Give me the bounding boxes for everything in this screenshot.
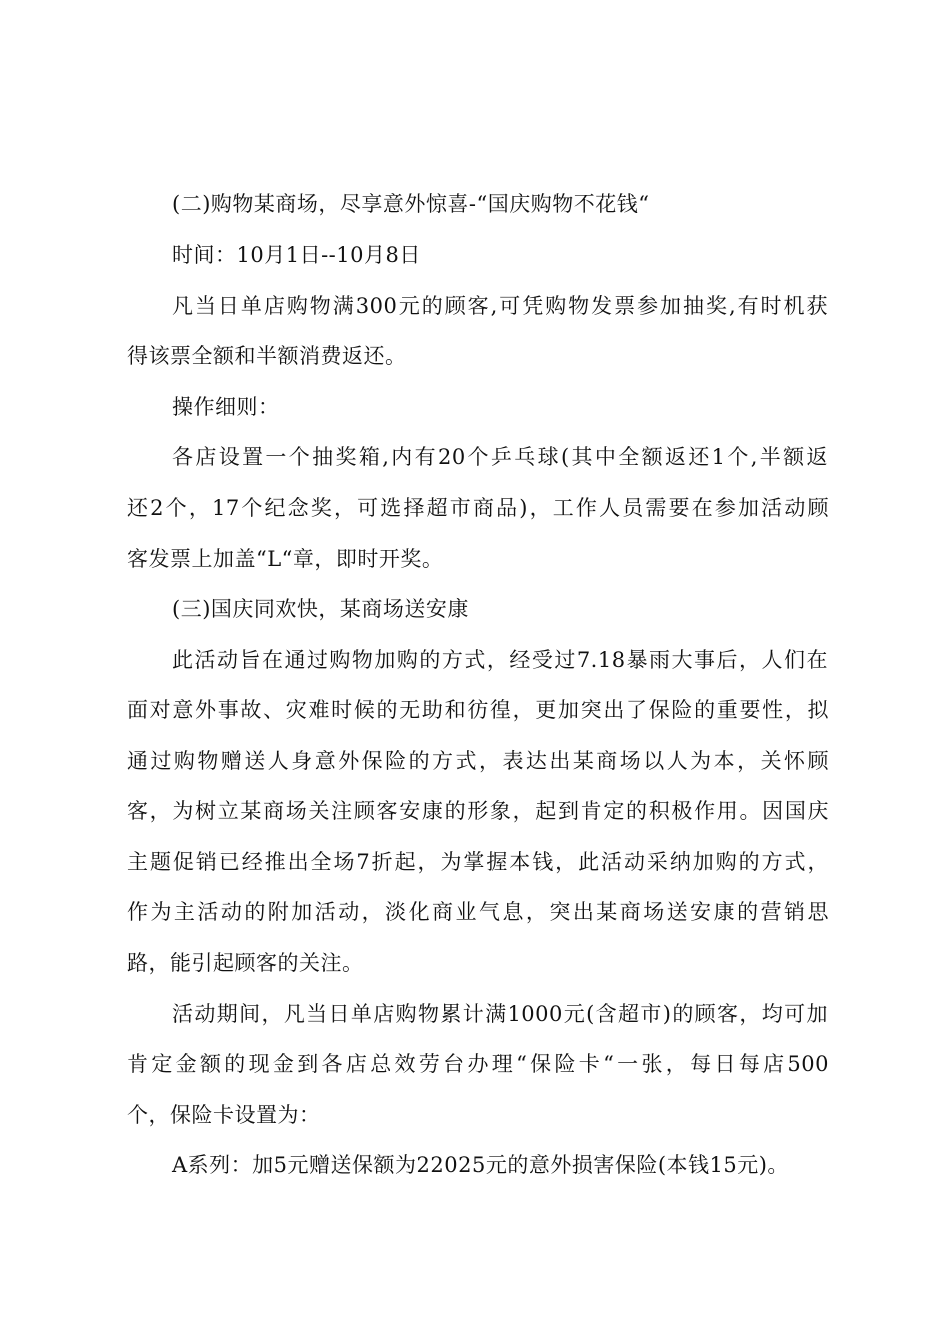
- paragraph-line: 各店设置一个抽奖箱,内有20个乒乓球(其中全额返还1个,半额返: [172, 445, 828, 469]
- insurance-series-a: A系列：加5元赠送保额为22025元的意外损害保险(本钱15元)。: [172, 1153, 789, 1177]
- paragraph-line: 面对意外事故、灾难时候的无助和彷徨，更加突出了保险的重要性，拟: [127, 698, 829, 722]
- subheading-rules: 操作细则：: [172, 395, 280, 419]
- paragraph-line: 得该票全额和半额消费返还。: [127, 344, 407, 368]
- section-heading-3: (三)国庆同欢快，某商场送安康: [172, 597, 469, 621]
- paragraph-line: 肯定金额的现金到各店总效劳台办理“保险卡“一张，每日每店500: [127, 1052, 829, 1076]
- paragraph-line: 作为主活动的附加活动，淡化商业气息，突出某商场送安康的营销思: [127, 900, 829, 924]
- paragraph-line: 还2个，17个纪念奖，可选择超市商品)，工作人员需要在参加活动顾: [127, 496, 829, 520]
- paragraph-line: 个，保险卡设置为：: [127, 1103, 321, 1127]
- paragraph-line: 客，为树立某商场关注顾客安康的形象，起到肯定的积极作用。因国庆: [127, 799, 829, 823]
- activity-time: 时间：10月1日--10月8日: [172, 243, 421, 267]
- paragraph-line: 此活动旨在通过购物加购的方式，经受过7.18暴雨大事后，人们在: [172, 648, 828, 672]
- paragraph-line: 凡当日单店购物满300元的顾客,可凭购物发票参加抽奖,有时机获: [172, 294, 828, 318]
- paragraph-line: 通过购物赠送人身意外保险的方式，表达出某商场以人为本，关怀顾: [127, 749, 829, 773]
- paragraph-line: 活动期间，凡当日单店购物累计满1000元(含超市)的顾客，均可加: [172, 1002, 828, 1026]
- paragraph-line: 主题促销已经推出全场7折起，为掌握本钱，此活动采纳加购的方式，: [127, 850, 829, 874]
- section-heading-2: (二)购物某商场，尽享意外惊喜-“国庆购物不花钱“: [172, 192, 650, 216]
- paragraph-line: 路，能引起顾客的关注。: [127, 951, 364, 975]
- paragraph-line: 客发票上加盖“L“章，即时开奖。: [127, 547, 444, 571]
